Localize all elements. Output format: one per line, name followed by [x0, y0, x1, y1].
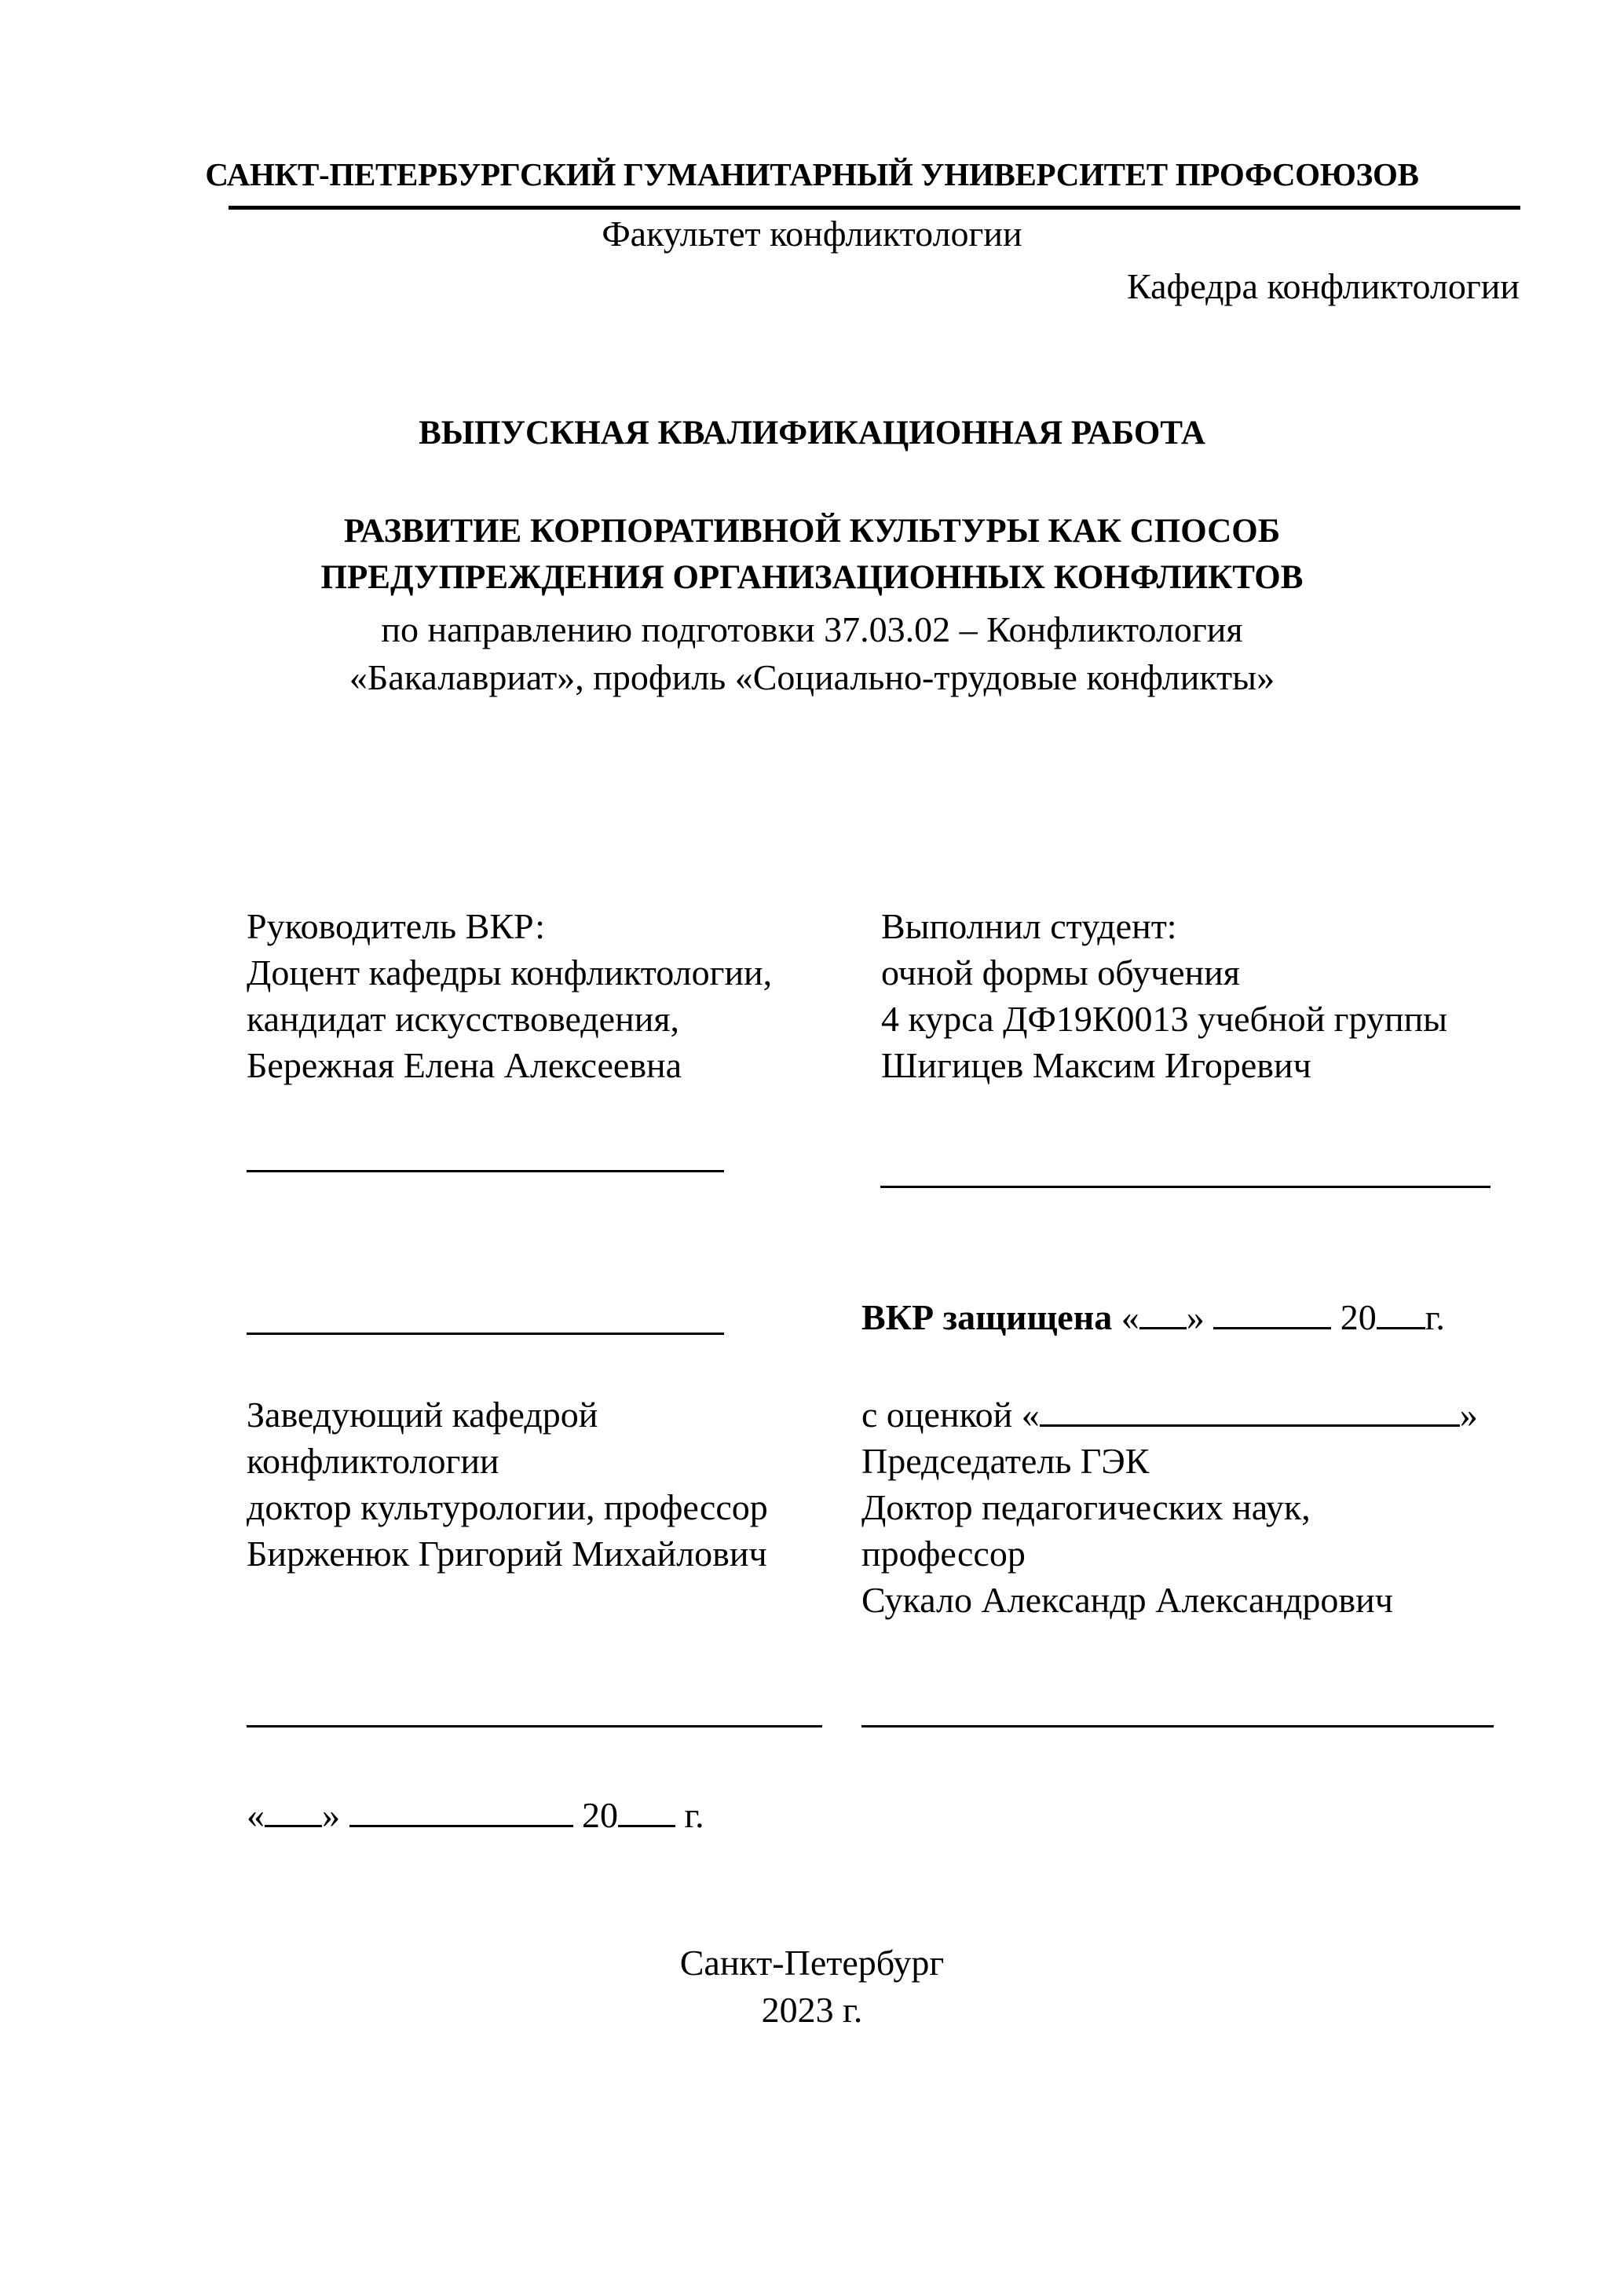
- chairman-name: Сукало Александр Александрович: [861, 1580, 1393, 1620]
- faculty-name: Факультет конфликтологии: [602, 214, 1022, 254]
- student-group: 4 курса ДФ19К0013 учебной группы: [881, 999, 1448, 1039]
- grade-line: [861, 1391, 1478, 1438]
- defense-year-prefix: 20: [1340, 1297, 1377, 1337]
- work-type-heading: ВЫПУСКНАЯ КВАЛИФИКАЦИОННАЯ РАБОТА: [419, 415, 1205, 452]
- defense-date-line: [861, 1294, 1445, 1341]
- city: Санкт-Петербург: [679, 1943, 945, 1983]
- direction-line: по направлению подготовки 37.03.02 – Конфликтология: [381, 609, 1243, 649]
- student-block: [881, 903, 1447, 1088]
- defense-close-quote: »: [1186, 1297, 1205, 1337]
- student-name: Шигицев Максим Игоревич: [881, 1045, 1311, 1085]
- chairman-rank: профессор: [861, 1534, 1026, 1574]
- chairman-degree: Доктор педагогических наук,: [861, 1487, 1311, 1527]
- supervisor-block: [247, 903, 772, 1088]
- defense-year-blank[interactable]: [1377, 1327, 1425, 1329]
- date-year-suffix: г.: [684, 1795, 704, 1835]
- date-open-quote: «: [247, 1795, 265, 1835]
- defense-month-blank[interactable]: [1213, 1327, 1331, 1329]
- date-year-blank[interactable]: [618, 1825, 675, 1827]
- grade-blank[interactable]: [1040, 1424, 1460, 1427]
- topic-title-line1: РАЗВИТИЕ КОРПОРАТИВНОЙ КУЛЬТУРЫ КАК СПОСОБ: [343, 513, 1281, 550]
- head-of-department-block: [247, 1391, 768, 1577]
- defense-open-quote: «: [1121, 1297, 1139, 1337]
- student-label: Выполнил студент:: [881, 906, 1177, 946]
- defense-label: ВКР защищена: [861, 1297, 1113, 1337]
- date-month-blank[interactable]: [349, 1825, 573, 1827]
- supervisor-name: Бережная Елена Алексеевна: [247, 1045, 682, 1085]
- grade-label: с оценкой «: [861, 1395, 1040, 1435]
- student-form: очной формы обучения: [881, 952, 1240, 993]
- date-day-blank[interactable]: [265, 1825, 322, 1827]
- defense-day-blank[interactable]: [1139, 1327, 1187, 1329]
- signing-date-line: [247, 1792, 704, 1839]
- head-department: конфликтологии: [247, 1441, 499, 1481]
- supervisor-signature-line[interactable]: [247, 1170, 724, 1172]
- grade-close-quote: »: [1459, 1395, 1478, 1435]
- head-signature-line[interactable]: [247, 1725, 822, 1727]
- department-name: Кафедра конфликтологии: [1127, 266, 1520, 306]
- supervisor-second-signature-line[interactable]: [247, 1333, 724, 1335]
- date-year-prefix: 20: [582, 1795, 618, 1835]
- year: 2023 г.: [761, 1990, 863, 2030]
- head-degree: доктор культурологии, профессор: [247, 1487, 768, 1527]
- head-title: Заведующий кафедрой: [247, 1395, 598, 1435]
- profile-line: «Бакалавриат», профиль «Социально-трудовые конфликты»: [349, 657, 1275, 697]
- defense-year-suffix: г.: [1425, 1297, 1445, 1337]
- supervisor-degree: кандидат искусствоведения,: [247, 999, 679, 1039]
- student-signature-line[interactable]: [880, 1186, 1490, 1188]
- date-close-quote: »: [322, 1795, 340, 1835]
- header-rule: [229, 206, 1520, 210]
- head-name: Бирженюк Григорий Михайлович: [247, 1534, 767, 1574]
- chairman-signature-line[interactable]: [861, 1725, 1494, 1727]
- university-name: САНКТ-ПЕТЕРБУРГСКИЙ ГУМАНИТАРНЫЙ УНИВЕРСИТЕТ ПРОФСОЮЗОВ: [205, 156, 1419, 192]
- chairman-title: Председатель ГЭК: [861, 1441, 1150, 1481]
- topic-title-line2: ПРЕДУПРЕЖДЕНИЯ ОРГАНИЗАЦИОННЫХ КОНФЛИКТОВ: [320, 559, 1304, 596]
- supervisor-position: Доцент кафедры конфликтологии,: [247, 952, 773, 993]
- supervisor-label: Руководитель ВКР:: [247, 906, 546, 946]
- chairman-block: [861, 1391, 1478, 1623]
